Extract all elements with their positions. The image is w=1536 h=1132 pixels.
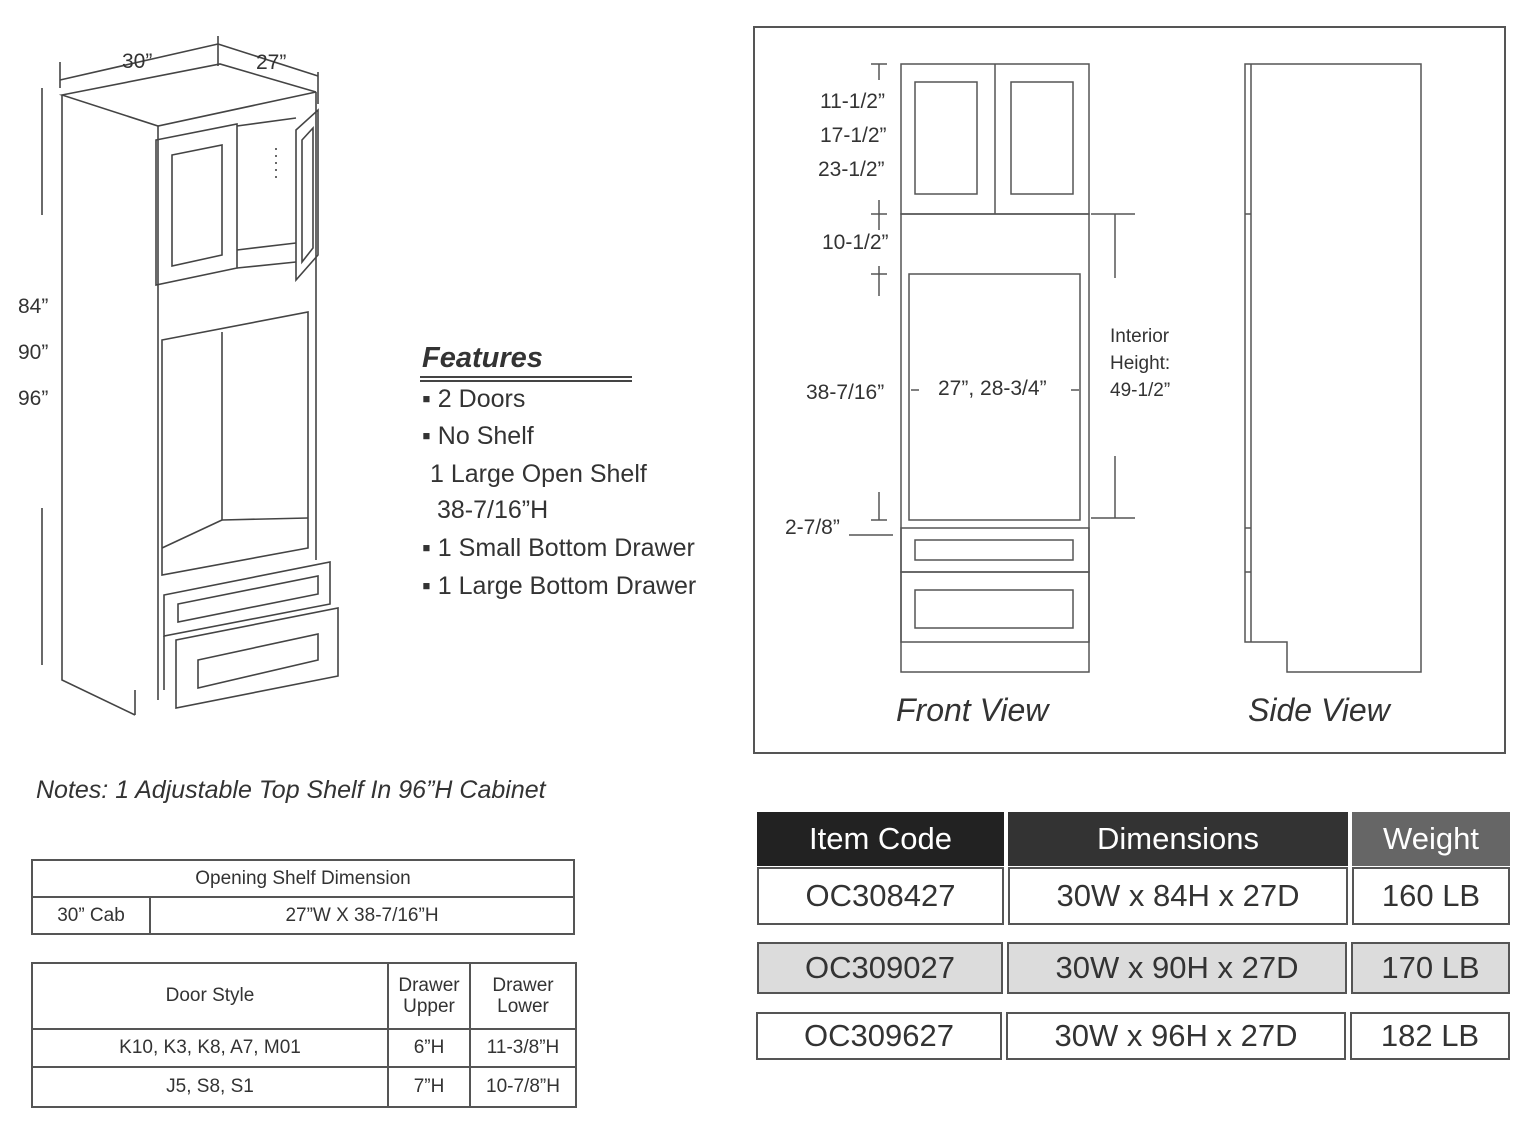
interior-line: 49-1/2” — [1110, 380, 1171, 401]
drawer-upper-cell: 6”H — [388, 1029, 470, 1067]
feature-item: 38-7/16”H — [437, 496, 549, 524]
feature-item: ▪ 1 Large Bottom Drawer — [422, 572, 697, 600]
header-line: Drawer — [492, 975, 554, 996]
iso-height-96: 96” — [18, 387, 49, 410]
header-line: Lower — [497, 996, 549, 1017]
interior-line: Interior — [1110, 326, 1170, 347]
door-style-cell: K10, K3, K8, A7, M01 — [32, 1029, 388, 1067]
iso-width-dim: 30” — [122, 50, 153, 73]
notes-text: Notes: 1 Adjustable Top Shelf In 96”H Cabinet — [36, 776, 546, 804]
iso-height-84: 84” — [18, 295, 49, 318]
opening-shelf-table — [31, 859, 575, 935]
opening-table-title: Opening Shelf Dimension — [32, 860, 574, 897]
side-view-label: Side View — [1248, 692, 1390, 728]
weight-cell: 182 LB — [1350, 1012, 1510, 1060]
table-row — [32, 860, 574, 897]
table-row — [32, 963, 576, 1029]
header-line: Upper — [403, 996, 455, 1017]
item-code-header: Item Code — [757, 812, 1004, 866]
dimensions-cell: 30W x 96H x 27D — [1006, 1012, 1346, 1060]
item-code-cell: OC309627 — [756, 1012, 1002, 1060]
front-dim-opening-h: 38-7/16” — [806, 381, 885, 404]
table-row — [32, 1029, 576, 1067]
door-style-header: Door Style — [32, 963, 388, 1029]
iso-height-90: 90” — [18, 341, 49, 364]
door-style-cell: J5, S8, S1 — [32, 1067, 388, 1107]
table-row — [32, 1067, 576, 1107]
weight-cell: 160 LB — [1352, 867, 1510, 925]
features-underline — [420, 376, 632, 378]
drawer-lower-cell: 10-7/8”H — [470, 1067, 576, 1107]
opening-row-label: 30” Cab — [32, 897, 150, 934]
front-dim-top-1: 11-1/2” — [820, 90, 885, 113]
front-dim-opening-w: 27”, 28-3/4” — [938, 377, 1047, 400]
door-style-table — [31, 962, 577, 1108]
interior-height-label — [1110, 323, 1170, 404]
item-code-cell: OC308427 — [757, 867, 1004, 925]
drawer-lower-cell: 11-3/8”H — [470, 1029, 576, 1067]
weight-cell: 170 LB — [1351, 942, 1510, 994]
isometric-cabinet-drawing — [0, 0, 750, 760]
interior-line: Height: — [1110, 353, 1171, 374]
front-dim-top-3: 23-1/2” — [818, 158, 885, 181]
table-row — [32, 897, 574, 934]
features-underline-2 — [420, 380, 632, 382]
drawer-lower-header — [470, 963, 576, 1029]
front-dim-gap: 10-1/2” — [822, 231, 889, 254]
header-line: Drawer — [398, 975, 460, 996]
front-view-label: Front View — [896, 692, 1049, 728]
features-title: Features — [422, 342, 543, 374]
feature-item: ▪ 1 Small Bottom Drawer — [422, 534, 695, 562]
iso-depth-dim: 27” — [256, 51, 287, 74]
dimensions-header: Dimensions — [1008, 812, 1348, 866]
front-dim-bottom: 2-7/8” — [785, 516, 840, 539]
item-code-cell: OC309027 — [757, 942, 1003, 994]
drawer-upper-cell: 7”H — [388, 1067, 470, 1107]
opening-row-value: 27”W X 38-7/16”H — [150, 897, 574, 934]
feature-item: ▪ No Shelf — [422, 422, 534, 450]
feature-item: ▪ 2 Doors — [422, 385, 526, 413]
dimensions-cell: 30W x 84H x 27D — [1008, 867, 1348, 925]
drawer-upper-header — [388, 963, 470, 1029]
dimensions-cell: 30W x 90H x 27D — [1007, 942, 1347, 994]
weight-header: Weight — [1352, 812, 1510, 866]
feature-item: 1 Large Open Shelf — [430, 460, 647, 488]
front-dim-top-2: 17-1/2” — [820, 124, 887, 147]
